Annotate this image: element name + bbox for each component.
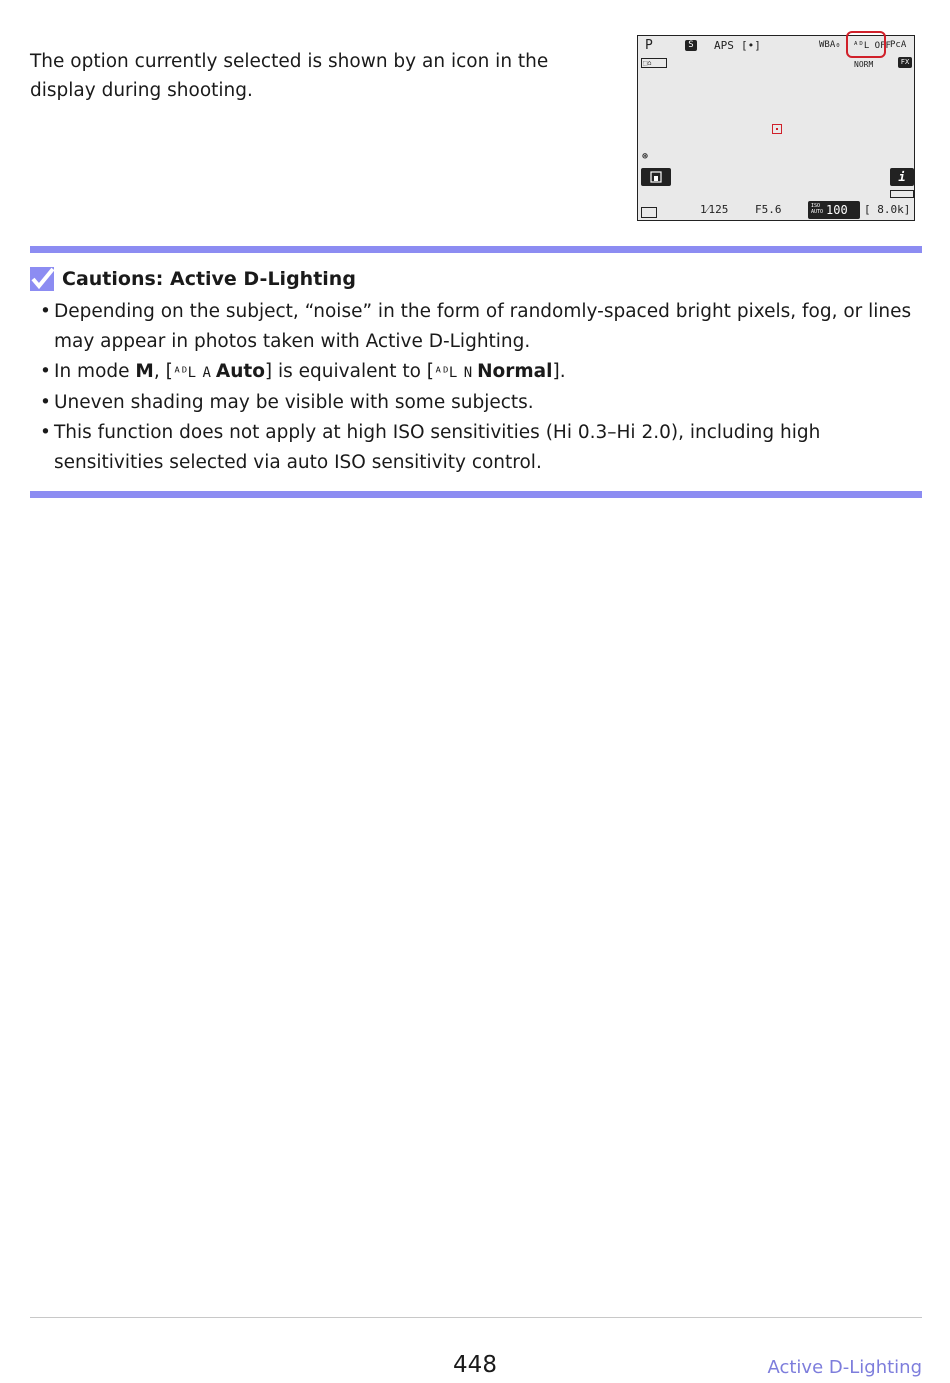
picture-control-indicator: PcA — [890, 40, 907, 50]
focus-mode-icon: [•] — [741, 39, 761, 52]
option-auto: Auto — [215, 361, 265, 382]
caution-bottom-rule — [30, 491, 922, 498]
shots-remaining: [ 8.0k] — [864, 203, 911, 216]
list-item-text: Uneven shading may be visible with some subjects. — [54, 392, 534, 413]
selected-option-highlight — [846, 31, 886, 58]
shooting-mode-indicator: P — [645, 38, 653, 53]
intro-text: The option currently selected is shown by an icon in the display during shooting. — [30, 50, 549, 101]
shutter-speed-value: 1⁄125 — [700, 203, 729, 216]
list-item — [38, 388, 918, 418]
touch-shooting-icon — [641, 168, 671, 186]
list-item — [38, 357, 918, 388]
image-area-indicator: APS — [714, 39, 734, 52]
list-item-text: In mode — [54, 361, 136, 382]
camera-display-illustration — [637, 35, 915, 221]
list-item — [38, 418, 918, 478]
caution-top-rule — [30, 246, 922, 253]
caution-title: Cautions: Active D-Lighting — [62, 268, 356, 290]
info-button-icon: i — [890, 168, 914, 186]
section-link[interactable]: Active D-Lighting — [767, 1357, 922, 1378]
metering-badge: ⬚⌂ — [641, 58, 667, 68]
battery-icon — [890, 190, 914, 198]
active-d-lighting-icon: ᴬᴰL OFF — [853, 41, 891, 51]
iso-indicator — [808, 201, 860, 219]
iso-label: ISO AUTO — [811, 203, 824, 215]
page-number: 448 — [453, 1352, 497, 1378]
list-item-text: Depending on the subject, “noise” in the form of randomly-spaced bright pixels, fog, or lines may appear in photos taken with Active D-Lighting. — [54, 301, 912, 352]
iso-value: 100 — [826, 203, 848, 217]
white-balance-indicator: WBA₀ — [819, 40, 841, 50]
mode-name: M — [135, 361, 154, 382]
s-badge: S — [685, 40, 697, 51]
list-item-text: , [ — [153, 361, 173, 382]
list-item — [38, 297, 918, 357]
list-item-text: This function does not apply at high ISO sensitivities (Hi 0.3–Hi 2.0), including high sensitivities selected via auto ISO sensitivity control. — [54, 422, 821, 473]
metering-icon — [641, 207, 657, 218]
caution-heading — [30, 266, 356, 292]
adl-auto-icon: ᴬᴰL A — [172, 365, 210, 381]
checkmark-icon — [30, 267, 54, 291]
vibration-reduction-icon: ⊛ — [642, 151, 649, 162]
list-item-text: ]. — [552, 361, 566, 382]
list-item-text: ] is equivalent to [ — [264, 361, 435, 382]
aperture-value: F5.6 — [755, 203, 782, 216]
footer-divider — [30, 1317, 922, 1318]
focus-point-icon — [772, 124, 782, 134]
caution-list — [38, 297, 918, 478]
adl-normal-icon: ᴬᴰL N — [434, 365, 472, 381]
fx-badge: FX — [898, 57, 912, 68]
image-quality-indicator: NORM — [854, 60, 874, 69]
option-normal: Normal — [477, 361, 553, 382]
